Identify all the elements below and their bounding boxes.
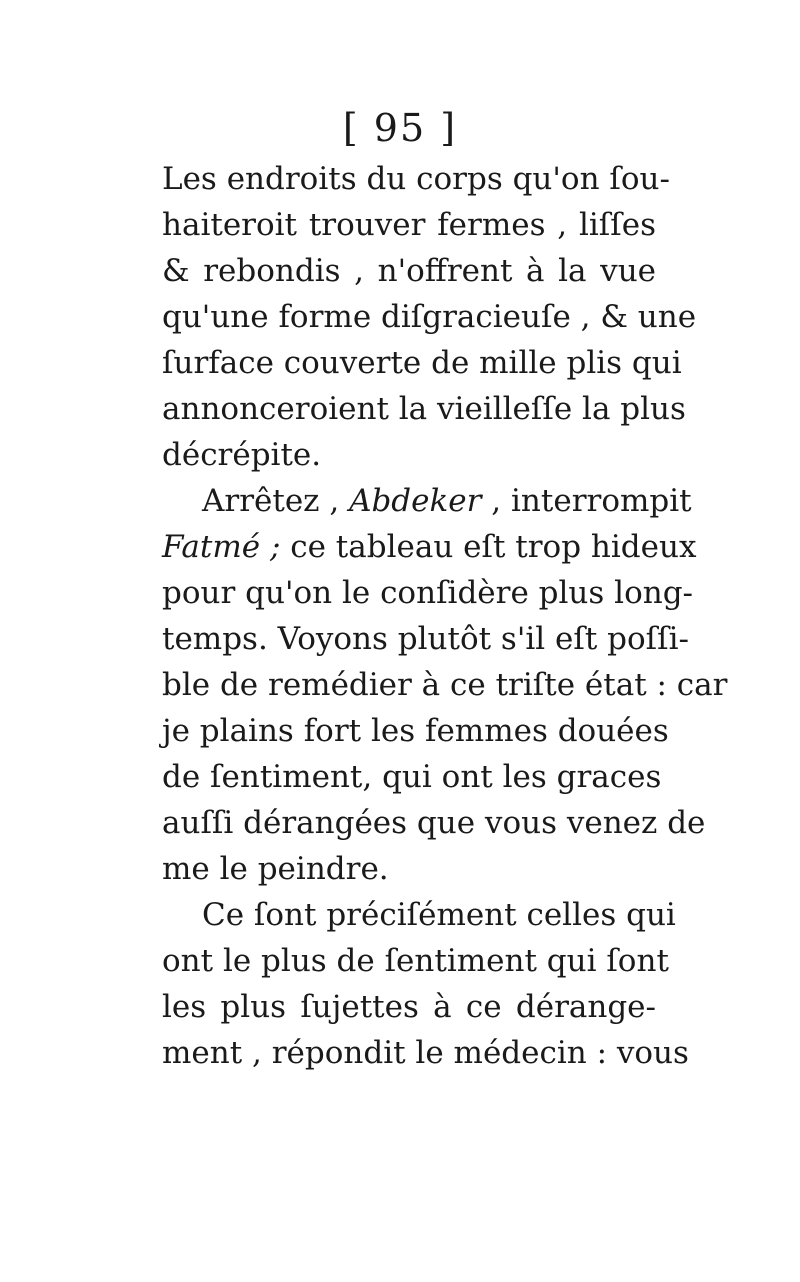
text-line xyxy=(162,478,692,524)
text-line: ont le plus de ſentiment qui ſont xyxy=(162,943,669,979)
text-line: pour qu'on le conſidère plus long- xyxy=(162,575,694,611)
text-run: ce tableau eſt trop hideux xyxy=(280,529,697,565)
paragraph-2 xyxy=(162,478,728,892)
text-line: de ſentiment, qui ont les graces xyxy=(162,759,662,795)
text-block xyxy=(162,156,728,1076)
text-line: les plus ſujettes à ce dérange- xyxy=(162,989,656,1025)
text-line: haiteroit trouver fermes , liſſes xyxy=(162,207,656,243)
text-line: ſurface couverte de mille plis qui xyxy=(162,345,682,381)
text-line: décrépite. xyxy=(162,437,322,473)
text-line: & rebondis , n'offrent à la vue xyxy=(162,253,656,289)
character-name-abdeker: Abdeker xyxy=(349,483,482,519)
text-line: me le peindre. xyxy=(162,851,389,887)
text-line: temps. Voyons plutôt s'il eſt poſſi- xyxy=(162,621,690,657)
text-line: qu'une forme diſgracieuſe , & une xyxy=(162,299,697,335)
text-line: Les endroits du corps qu'on ſou- xyxy=(162,161,670,197)
text-line: ment , répondit le médecin : vous xyxy=(162,1035,689,1071)
text-line: Ce ſont préciſément celles qui xyxy=(202,897,676,933)
text-line: auſſi dérangées que vous venez de xyxy=(162,805,706,841)
character-name-fatme: Fatmé ; xyxy=(162,529,281,565)
page-number: [ 95 ] xyxy=(342,106,458,150)
paragraph-1 xyxy=(162,156,697,478)
text-line xyxy=(162,524,697,570)
text-run: Arrêtez , xyxy=(202,483,350,519)
text-line: je plains fort les femmes douées xyxy=(162,713,669,749)
text-line: ble de remédier à ce triſte état : car xyxy=(162,667,728,703)
text-line: annonceroient la vieilleſſe la plus xyxy=(162,391,686,427)
paragraph-3 xyxy=(162,892,689,1076)
text-run: , interrompit xyxy=(481,483,692,519)
